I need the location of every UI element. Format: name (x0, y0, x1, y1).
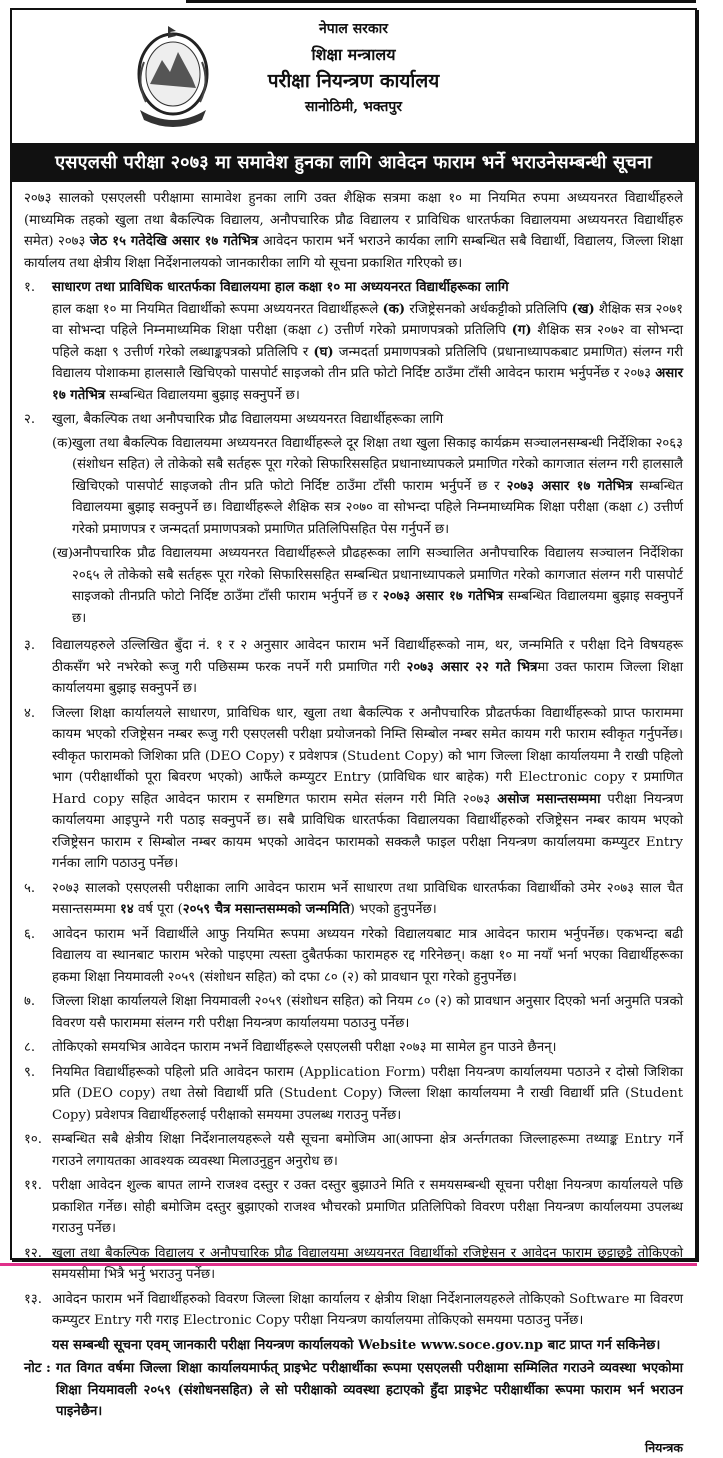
text-segment: वर्ष पूरा ( (134, 902, 183, 917)
notice-title: एसएलसी परीक्षा २०७३ मा समावेश हुनका लागि आवेदन फाराम भर्ने भराउनेसम्बन्धी सूचना (12, 144, 695, 182)
text-segment: तोकिएको समयभित्र आवेदन फाराम नभर्ने विद्यार्थीहरूले एसएलसी परीक्षा २०७३ मा सामेल हुन पाउने छैनन्। (52, 1040, 557, 1055)
text-segment: सम्बन्धित विद्यालयमा बुझाइ सक्नुपर्ने छ। (72, 589, 683, 626)
text-segment: जिल्ला शिक्षा कार्यालयले साधारण, प्राविधिक धार, खुला तथा बैकल्पिक र अनौपचारिक प्रौढतर्फका विद्यार्थीहरूको प्राप्त फाराममा कायम भएको रजिष्ट्रेसन नम्बर रूजु गरी एसएलसी परीक्षा प्रयोजनको निम्ति सिम्बोल नम्बर समेत कायम गरी फाराम स्वीकृत गर्नुपर्नेछ। स्वीकृत फारामको जिशिका प्रति (DEO Copy) र प्रवेशपत्र (Student Copy) को भाग जिल्ला शिक्षा कार्यालयमा नै राखी पहिलो भाग (परीक्षार्थीको पूरा बिवरण भएको) आफैंले कम्प्युटर Entry (प्राविधिक धार बाहेक) गरी Electronic copy र प्रमाणित Hard copy सहित आवेदन फाराम र समष्टिगत फाराम समेत संलग्न गरी मिति २०७३ (52, 706, 683, 807)
text-segment: ) भएको हुनुपर्नेछ। (350, 902, 437, 917)
item-number: ५. (24, 878, 52, 921)
text-segment: आवेदन फाराम भर्ने विद्यार्थीले आफु नियमित रूपमा अध्ययन गरेको विद्यालयबाट मात्र आवेदन फाराम भर्नुपर्नेछ। एकभन्दा बढी विद्यालय वा स्थानबाट फाराम भरेको पाइएमा त्यस्ता दुबैतर्फका फारामहरु रद्द गरिनेछन्। कक्षा १० मा नयाँ भर्ना भएका विद्यार्थीहरूका हकमा शिक्षा नियमावली २०५९ (संशोधन सहित) को दफा ८० (२) को प्रावधान पूरा गरेको हुनुपर्नेछ। (52, 927, 683, 985)
item-number: ८. (24, 1037, 52, 1059)
bold-text-segment: जेठ १५ गतेदेखि असार १७ गतेभित्र (90, 234, 258, 249)
text-segment: रजिष्ट्रेसनको अर्धकट्टीको प्रतिलिपि (405, 302, 571, 317)
text-segment: विद्यालयहरुले उल्लिखित बुँदा नं. १ र २ अनुसार आवेदन फाराम भर्ने विद्यार्थीहरूको नाम, थर, जन्ममिति र परीक्षा दिने विषयहरू ठीकसँग भरे नभरेको रूजु गरी पछिसम्म फरक नपर्ने गरी प्रमाणित गरी (52, 638, 683, 675)
notice-item (24, 1175, 683, 1240)
text-segment: अनौपचारिक प्रौढ विद्यालयमा अध्ययनरत विद्यार्थीहरूले प्रौढहरूका लागि सञ्चालित अनौपचारिक विद्यालय सञ्चालन निर्देशिका २०६५ ले तोकेको सबै सर्तहरू पूरा गरेको सिफारिससहित सम्बन्धित प्रधानाध्यापकले प्रमाणित गरेको कागजात संलग्न गरी पासपोर्ट साइजको तीनप्रति फोटो निर्दिष्ट ठाउँमा टाँसी फाराम भर्नुपर्ने छ र (72, 546, 683, 604)
item-content (52, 878, 683, 921)
sub-item (52, 543, 683, 629)
item-number: १३. (24, 1289, 52, 1332)
item-text (52, 1289, 683, 1332)
notice-item (24, 924, 683, 989)
item-content (52, 635, 683, 700)
item-content (52, 1289, 683, 1332)
item-text (52, 1129, 683, 1172)
text-segment: आवेदन फाराम भर्ने भराउने कार्यका लागि सम्बन्धित सबै विद्यार्थी, विद्यालय, जिल्ला शिक्षा कार्यालय तथा क्षेत्रीय शिक्षा निर्देशनालयको जानकारीका लागि यो सूचना प्रकाशित गरिएको छ। (24, 234, 683, 271)
notice-item (24, 277, 683, 406)
item-number: १. (24, 277, 52, 406)
notice-item (24, 635, 683, 700)
letterhead (12, 10, 695, 144)
bold-text-segment: २०७३ असार २२ गते भित्र (406, 660, 537, 675)
government-name: नेपाल सरकार (12, 16, 695, 42)
notice-item (24, 1289, 683, 1332)
item-text (52, 299, 683, 407)
office-name: परीक्षा नियन्त्रण कार्यालय (12, 68, 695, 94)
notice-item (24, 991, 683, 1034)
notice-items (24, 277, 683, 1332)
text-segment: खुला तथा बैकल्पिक विद्यालय र अनौपचारिक प्रौढ विद्यालयमा अध्ययनरत विद्यार्थीको रजिष्ट्रेसन र आवेदन फाराम छुट्टाछुट्टै तोकिएको समयसीमा भित्रै भर्नु भराउनु पर्नेछ। (52, 1246, 683, 1283)
text-segment: हाल कक्षा १० मा नियमित विद्यार्थीको रूपमा अध्ययनरत विद्यार्थीहरूले (52, 302, 383, 317)
bold-text-segment: (ख) (571, 302, 594, 317)
item-text (52, 924, 683, 989)
notice-item (24, 703, 683, 875)
item-content (52, 924, 683, 989)
bold-text-segment: असोज मसान्तसम्ममा (497, 792, 600, 807)
item-number: ३. (24, 635, 52, 700)
website-line: यस सम्बन्धी सूचना एवम् जानकारी परीक्षा नियन्त्रण कार्यालयको Website www.soce.gov.np बाट प्राप्त गर्न सकिनेछ। (24, 1335, 683, 1357)
notice-item (24, 1037, 683, 1059)
text-segment: परीक्षा आवेदन शुल्क बापत लाग्ने राजश्व दस्तुर र उक्त दस्तुर बुझाउने मिति र समयसम्बन्धी सूचना परीक्षा नियन्त्रण कार्यालयले पछि प्रकाशित गर्नेछ। सोही बमोजिम दस्तुर बुझाएको राजश्व भौचरको प्रमाणित प्रतिलिपिको विवरण परीक्षा नियन्त्रण कार्यालयमा उपलब्ध गराउनु पर्नेछ। (52, 1178, 683, 1236)
item-number: १०. (24, 1129, 52, 1172)
text-segment: जिल्ला शिक्षा कार्यालयले शिक्षा नियमावली २०५९ (संशोधन सहित) को नियम ८० (२) को प्रावधान अनुसार दिएको भर्ना अनुमति पत्रको विवरण यसै फाराममा संलग्न गरी परीक्षा नियन्त्रण कार्यालयमा पठाउनु पर्नेछ। (52, 994, 683, 1031)
text-segment: नियमित विद्यार्थीहरूको पहिलो प्रति आवेदन फाराम (Application Form) परीक्षा नियन्त्रण कार्यालयमा पठाउने र दोस्रो जिशिका प्रति (DEO copy) तथा तेस्रो विद्यार्थी प्रति (Student Copy) जिल्ला शिक्षा कार्यालयमा नै राखी विद्यार्थी प्रति (Student Copy) प्रवेशपत्र विद्यार्थीहरुलाई परीक्षाको समयमा उपलब्ध गराउनु पर्नेछ। (52, 1065, 683, 1123)
bold-text-segment: (घ) (313, 345, 333, 360)
intro-paragraph (24, 188, 683, 274)
item-content (52, 1175, 683, 1240)
item-number: २. (24, 409, 52, 632)
signature: नियन्त्रक (24, 1437, 683, 1458)
text-segment: सम्बन्धित सबै क्षेत्रीय शिक्षा निर्देशनालयहरूले यसै सूचना बमोजिम आ(आफ्ना क्षेत्र अर्न्तगतका जिल्लाहरूमा तथ्याङ्क Entry गर्ने गराउने लगायतका आवश्यक व्यवस्था मिलाउनुहुन अनुरोध छ। (52, 1132, 683, 1169)
ministry-name: शिक्षा मन्त्रालय (12, 42, 695, 68)
text-segment: परीक्षा नियन्त्रण कार्यालयमा आइपुग्ने गरी पठाइ सक्नुपर्ने छ। सबै प्राविधिक धारतर्फका विद्यालयका विद्यार्थीहरुको रजिष्ट्रेसन नम्बर कायम भएको रजिष्ट्रेसन फाराम र सिम्बोल नम्बर कायम भएको आवेदन फारामको सक्कलै फाइल परीक्षा नियन्त्रण कार्यालयमा कम्प्युटर Entry गर्नका लागि पठाउनु पर्नेछ। (52, 792, 683, 872)
text-segment: खुला तथा बैकल्पिक विद्यालयमा अध्ययनरत विद्यार्थीहरूले दूर शिक्षा तथा खुला सिकाइ कार्यक्रम सञ्चालनसम्बन्धी निर्देशिका २०६३ (संशोधन सहित) ले तोकेको सबै सर्तहरू पूरा गरेको सिफारिससहित प्रधानाध्यापकले प्रमाणित गरेको कागजात संलग्न गरी हालसालै खिचिएको पासपोर्ट साइजको तीन प्रति फोटो निर्दिष्ट ठाउँमा टाँसी फाराम भर्नुपर्ने छ र (72, 436, 683, 494)
notice-item (24, 1129, 683, 1172)
notice-item (24, 409, 683, 632)
text-segment: मा उक्त फाराम जिल्ला शिक्षा कार्यालयमा बुझाइ सक्नुपर्ने छ। (52, 660, 683, 697)
bold-text-segment: २०५९ चैत्र मसान्तसम्मको जन्ममिति (183, 902, 350, 917)
office-location: सानोठिमी, भक्तपुर (12, 94, 695, 120)
text-segment: सम्बन्धित विद्यालयमा बुझाइ सक्नुपर्ने छ। विद्यार्थीहरूले शैक्षिक सत्र २०७० वा सोभन्दा पहिले निम्नमाध्यमिक शिक्षा परीक्षा (कक्षा ८) उत्तीर्ण गरेको प्रमाणपत्र र जन्मदर्ता प्रमाणपत्रको प्रमाणित प्रतिलिपिसहित पेस गर्नुपर्ने छ। (72, 479, 683, 537)
item-content (52, 991, 683, 1034)
bold-text-segment: (ग) (512, 323, 532, 338)
bold-text-segment: १४ (120, 902, 134, 917)
top-rule (186, 0, 696, 3)
item-text (52, 991, 683, 1034)
item-heading: खुला, बैकल्पिक तथा अनौपचारिक प्रौढ विद्यालयमा अध्ययनरत विद्यार्थीहरूका लागि (52, 409, 683, 431)
sub-item-label: (ख) (52, 543, 72, 629)
item-text (52, 1062, 683, 1127)
item-content (52, 277, 683, 406)
text-segment: जन्मदर्ता प्रमाणपत्रको प्रतिलिपि (प्रधानाध्यापकबाट प्रमाणित) संलग्न गरी विद्यालय पोशाकमा हालसालै खिचिएको पासपोर्ट साइजको तीन प्रति फोटो निर्दिष्ट ठाउँमा टाँसी आवेदन फाराम भर्नुपर्नेछ र २०७३ (52, 345, 683, 382)
bold-text-segment: २०७३ असार १७ गतेभित्र (383, 589, 503, 604)
item-content (52, 1037, 683, 1059)
text-segment: २०७३ सालको एसएलसी परीक्षामा सामावेश हुनका लागि उक्त शैक्षिक सत्रमा कक्षा १० मा नियमित रुपमा अध्ययनरत विद्यार्थीहरुले (माध्यमिक तहको खुला तथा बैकल्पिक विद्यालय, अनौपचारिक प्रौढ विद्यालय र प्राविधिक धारतर्फका विद्यालयमा अध्ययनरत विद्यार्थीहरु समेत) २०७३ (24, 191, 683, 249)
item-number: १२. (24, 1243, 52, 1286)
item-number: ७. (24, 991, 52, 1034)
item-text (52, 635, 683, 700)
bold-text-segment: (क) (383, 302, 406, 317)
note (24, 1358, 683, 1423)
item-number: ६. (24, 924, 52, 989)
bold-text-segment: असार १७ गतेभित्र (52, 366, 683, 403)
item-number: ९. (24, 1062, 52, 1127)
sub-item-text (72, 543, 683, 629)
text-segment: शैक्षिक सत्र २०७१ वा सोभन्दा पहिले निम्नमाध्यमिक शिक्षा परीक्षा (कक्षा ८) उत्तीर्ण गरेको प्रमाणपत्रको प्रतिलिपि (52, 302, 683, 339)
sub-item (52, 433, 683, 541)
text-segment: आवेदन फाराम भर्ने विद्यार्थीहरुको विवरण जिल्ला शिक्षा कार्यालय र क्षेत्रीय शिक्षा निर्देशनालयहरुले तोकिएको Software मा विवरण कम्प्युटर Entry गरी गराइ Electronic Copy परीक्षा नियन्त्रण कार्यालयमा तोकिएको समयमा पठाउनु पर्नेछ। (52, 1292, 683, 1329)
bold-text-segment: २०७३ असार १७ गतेभित्र (507, 479, 633, 494)
item-number: ११. (24, 1175, 52, 1240)
sub-item-text (72, 433, 683, 541)
item-text (52, 1175, 683, 1240)
text-segment: सम्बन्धित विद्यालयमा बुझाइ सक्नुपर्ने छ। (105, 388, 300, 403)
note-text: गत विगत वर्षमा जिल्ला शिक्षा कार्यालयमार्फत् प्राइभेट परीक्षार्थीका रूपमा एसएलसी परीक्षामा सम्मिलित गराउने व्यवस्था भएकोमा शिक्षा नियमावली २०५९ (संशोधनसहित) ले सो परीक्षाको व्यवस्था हटाएको हुँदा प्राइभेट परीक्षार्थीका रूपमा फाराम भर्न भराउन पाइनेछैन। (56, 1358, 683, 1423)
notice-item (24, 878, 683, 921)
item-text (52, 1037, 683, 1059)
notice-document (10, 8, 697, 1260)
bottom-accent-line (0, 1263, 697, 1266)
notice-body (12, 182, 695, 1458)
item-content (52, 703, 683, 875)
sub-item-label: (क) (52, 433, 72, 541)
notice-item (24, 1062, 683, 1127)
note-label: नोट : (24, 1358, 56, 1423)
item-text (52, 878, 683, 921)
item-text (52, 703, 683, 875)
text-segment: शैक्षिक सत्र २०७२ वा सोभन्दा पहिले कक्षा ९ उत्तीर्ण गरेको लब्धाङ्कपत्रको प्रतिलिपि र (52, 323, 683, 360)
item-content (52, 409, 683, 632)
item-number: ४. (24, 703, 52, 875)
item-heading: साधारण तथा प्राविधिक धारतर्फका विद्यालयमा हाल कक्षा १० मा अध्ययनरत विद्यार्थीहरूका लागि (52, 277, 683, 299)
item-content (52, 1062, 683, 1127)
item-content (52, 1129, 683, 1172)
text-segment: २०७३ सालको एसएलसी परीक्षाका लागि आवेदन फाराम भर्ने साधारण तथा प्राविधिक धारतर्फका विद्यार्थीको उमेर २०७३ साल चैत मसान्तसम्ममा (52, 881, 683, 918)
